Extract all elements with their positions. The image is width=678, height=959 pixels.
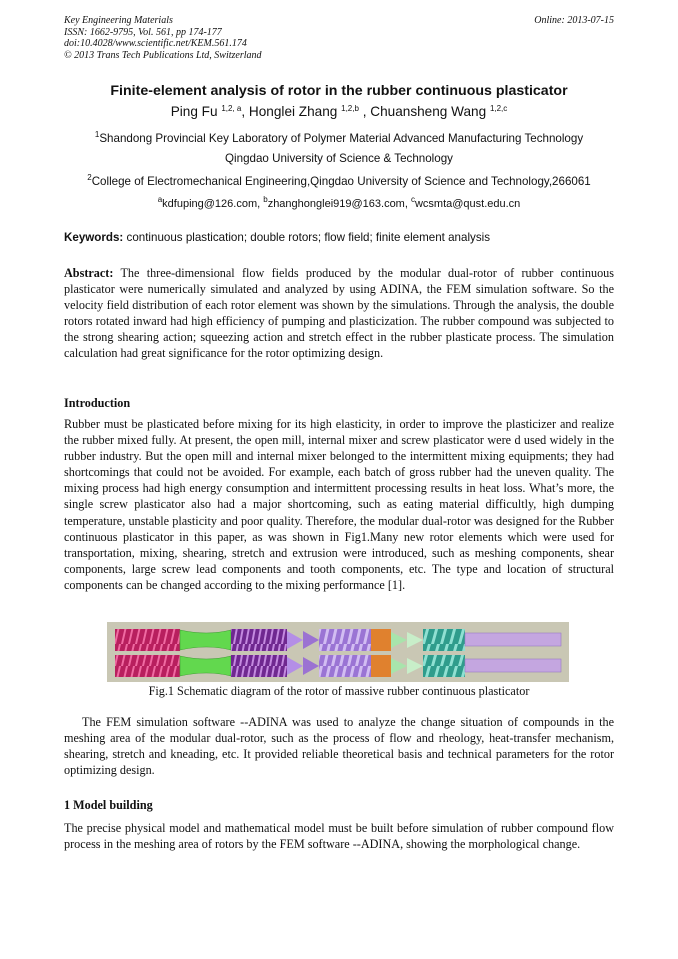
author-name: Chuansheng Wang — [370, 104, 487, 119]
doi-line: doi:10.4028/www.scientific.net/KEM.561.174 — [64, 38, 247, 49]
figure-caption: Fig.1 Schematic diagram of the rotor of massive rubber continuous plasticator — [148, 684, 530, 698]
introduction-text: Rubber must be plasticated before mixing for its high elasticity, in order to improve the plasticizer and realize the rubber mixed fully. At present, the open mill, internal mixer and screw plasticator were d used widely in the rubber industry. But the open mill and internal mixer belonged to the intermittent mixing equipments; they had shortcomings that could not be avoided. For example, each batch of gross rubber had the uneven quality. The mixing process had high energy consumption and intermittent processing results in heat loss. What’s more, the single screw plasticator also had a major shortcoming, such as eating material difficultly, high dumping temperature, unstable plasticity and poor quality. Therefore, the modular dual-rotor was designed for the Rubber continuous plasticator in this paper, as was shown in Fig1.Many new rotor elements which were used for transportation, mixing, shearing, stretch and extrusion were introduced, such as meshing components, shear components, large screw lead components and tooth components, etc. The type and location of structural components can be changed according to the mixing performance [1]. — [64, 417, 614, 592]
journal-header — [64, 15, 262, 61]
keywords — [64, 231, 490, 244]
affiliation-1: $^1$Shandong Provincial Key Laboratory of Polymer Material Advanced Manufacturing Technology — [94, 130, 584, 145]
abstract — [64, 265, 614, 362]
fem-paragraph: The FEM simulation software --ADINA was used to analyze the change situation of compounds in the meshing area of the modular dual-rotor, such as the process of flow and rheology, heat-transfer mechanism, shearing, stretch and kneading, etc. It provided reliable theoretical basis and technical parameters for the rotor optimizing design. — [64, 715, 614, 778]
model-building-heading: 1 Model building — [64, 798, 153, 812]
paper-title: Finite-element analysis of rotor in the rubber continuous plasticator — [110, 83, 568, 99]
author-sup: 1,2, a — [221, 104, 242, 113]
keywords-text: continuous plastication; double rotors; flow field; finite element analysis — [126, 231, 490, 244]
author-emails: $^a$kdfuping@126.com, $^b$zhanghonglei919@163.com, $^c$wcsmta@qust.edu.cn — [157, 195, 521, 210]
affiliation-1-university: Qingdao University of Science & Technology — [225, 152, 453, 165]
author-name: Honglei Zhang — [248, 104, 338, 119]
issn-line: ISSN: 1662-9795, Vol. 561, pp 174-177 — [64, 26, 222, 38]
keywords-label: Keywords: — [64, 231, 124, 244]
copyright-line: © 2013 Trans Tech Publications Ltd, Switzerland — [64, 49, 262, 61]
introduction-heading: Introduction — [64, 396, 131, 410]
rotor-diagram — [107, 622, 569, 682]
model-building-text: The precise physical model and mathematical model must be built before simulation of rubber compound flow process in the meshing area of rotors by the FEM software --ADINA, showing the morphological change. — [64, 821, 614, 852]
email: kdfuping@126.com, — [162, 198, 261, 210]
online-date: Online: 2013-07-15 — [534, 15, 614, 26]
abstract-text: The three-dimensional flow fields produced by the modular dual-rotor of rubber continuous plasticator were numerically simulated and analyzed by using ADINA, the FEM simulation software. So the velocity field distribution of each rotor element was shown by the simulations. Through the analysis, the double rotors rotated inward had high efficiency of pumping and plasticization. The rubber compound was subjected to the strong shearing action; squeezing action and stretch effect in the rubber plasticate process. The simulation calculation had great significance for the rotor optimizing design. — [64, 266, 615, 361]
author-list: Ping Fu $^{1,2, a}$, Honglei Zhang $^{1,2,b}$ , Chuansheng Wang $^{1,2,c}$ — [170, 104, 508, 119]
email: wcsmta@qust.edu.cn — [414, 198, 521, 210]
affiliation-2: $^2$College of Electromechanical Engineering,Qingdao University of Science and Technology,266061 — [87, 173, 591, 188]
author-name: Ping Fu — [170, 104, 218, 119]
abstract-label: Abstract: — [64, 266, 114, 280]
email: zhanghonglei919@163.com, — [267, 198, 408, 210]
journal-name: Key Engineering Materials — [64, 15, 173, 26]
rotor-figure — [107, 622, 569, 682]
author-sup: 1,2,c — [489, 104, 508, 113]
author-sup: 1,2,b — [341, 104, 359, 113]
